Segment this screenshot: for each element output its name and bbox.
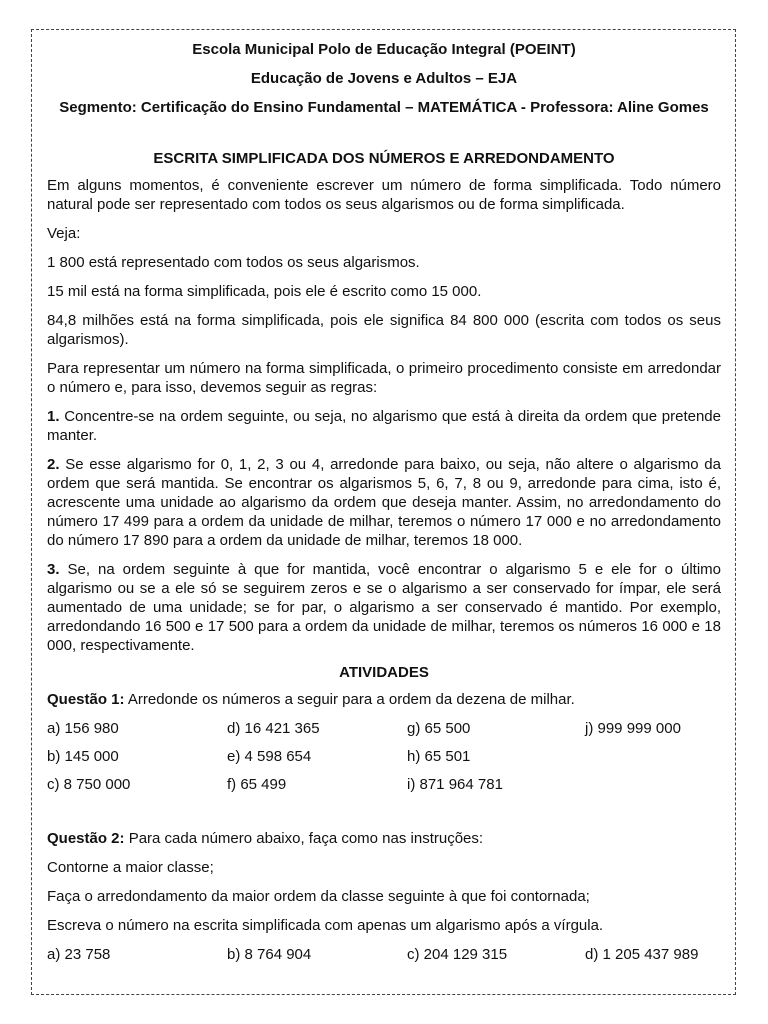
rule-number: 2.	[47, 456, 60, 473]
example-3: 84,8 milhões está na forma simplificada, pois ele significa 84 800 000 (escrita com todos os seus algarismos).	[47, 312, 721, 348]
q1-item: g) 65 500	[407, 720, 471, 737]
q2-item: b) 8 764 904	[227, 946, 312, 963]
rule-number: 3.	[47, 561, 60, 578]
example-2: 15 mil está na forma simplificada, pois ele é escrito como 15 000.	[47, 283, 482, 300]
school-name: Escola Municipal Polo de Educação Integral (POEINT)	[192, 41, 576, 58]
rule-3	[47, 560, 721, 655]
question-2	[47, 829, 721, 848]
activities-title: ATIVIDADES	[339, 664, 429, 681]
q2-item: a) 23 758	[47, 946, 111, 963]
q2-step-1: Contorne a maior classe;	[47, 859, 214, 876]
question-2-items	[47, 945, 721, 964]
question-label: Questão 2:	[47, 830, 125, 847]
q1-item: c) 8 750 000	[47, 776, 131, 793]
q1-item: e) 4 598 654	[227, 748, 312, 765]
veja-label: Veja:	[47, 225, 81, 242]
question-label: Questão 1:	[47, 691, 125, 708]
question-text: Para cada número abaixo, faça como nas instruções:	[124, 830, 484, 847]
segment-line: Segmento: Certificação do Ensino Fundamental – MATEMÁTICA - Professora: Aline Gomes	[59, 99, 709, 116]
procedure-paragraph: Para representar um número na forma simplificada, o primeiro procedimento consiste em arredondar o número e, para isso, devemos seguir as regras:	[47, 360, 721, 396]
page-title: ESCRITA SIMPLIFICADA DOS NÚMEROS E ARREDONDAMENTO	[153, 150, 615, 167]
q1-item	[585, 775, 721, 794]
q2-step-3: Escreva o número na escrita simplificada com apenas um algarismo após a vírgula.	[47, 917, 604, 934]
q2-step-2: Faça o arredondamento da maior ordem da classe seguinte à que foi contornada;	[47, 888, 590, 905]
q1-item: b) 145 000	[47, 748, 119, 765]
rule-2	[47, 455, 721, 550]
q1-item: i) 871 964 781	[407, 776, 503, 793]
intro-paragraph: Em alguns momentos, é conveniente escrever um número de forma simplificada. Todo número natural pode ser representado com todos os seus algarismos ou de forma simplificada.	[47, 177, 721, 213]
rule-text: Concentre-se na ordem seguinte, ou seja, no algarismo que está à direita da ordem que pretende manter.	[47, 408, 721, 444]
q1-item	[585, 747, 721, 766]
worksheet	[47, 40, 721, 974]
q1-item: d) 16 421 365	[227, 720, 320, 737]
rule-number: 1.	[47, 408, 60, 425]
spacer	[47, 804, 721, 829]
q2-item: c) 204 129 315	[407, 946, 508, 963]
rule-text: Se esse algarismo for 0, 1, 2, 3 ou 4, arredonde para baixo, ou seja, não altere o algarismo da ordem que será mantida. Se encontrar os algarismos 5, 6, 7, 8 ou 9, arredonde para cima, isto é, acrescente uma unidade ao algarismo da ordem que deseja manter. Assim, no arredondamento do número 17 499 para a ordem da unidade de milhar, teremos o número 17 000 e no arredondamento do número 17 890 para a ordem da unidade de milhar, teremos 18 000.	[47, 456, 721, 549]
question-1-items	[47, 719, 721, 794]
program-name: Educação de Jovens e Adultos – EJA	[250, 70, 518, 87]
q1-item: f) 65 499	[227, 776, 287, 793]
question-1	[47, 690, 721, 709]
question-text: Arredonde os números a seguir para a ordem da dezena de milhar.	[124, 691, 575, 708]
q2-item: d) 1 205 437 989	[585, 946, 699, 963]
rule-text: Se, na ordem seguinte à que for mantida, você encontrar o algarismo 5 e ele for o último algarismo ou se a ele só se seguirem zeros e se o algarismo a ser conservado for ímpar, ele será aumentado de uma unidade; se for par, o algarismo a ser conservado é mantido. Por exemplo, arredondando 16 500 e 17 500 para a ordem da unidade de milhar, teremos os números 16 000 e 18 000, respectivamente.	[47, 561, 721, 654]
example-1: 1 800 está representado com todos os seus algarismos.	[47, 254, 420, 271]
rule-1	[47, 407, 721, 445]
q1-item: h) 65 501	[407, 748, 471, 765]
q1-item: a) 156 980	[47, 720, 119, 737]
q1-item: j) 999 999 000	[585, 720, 681, 737]
